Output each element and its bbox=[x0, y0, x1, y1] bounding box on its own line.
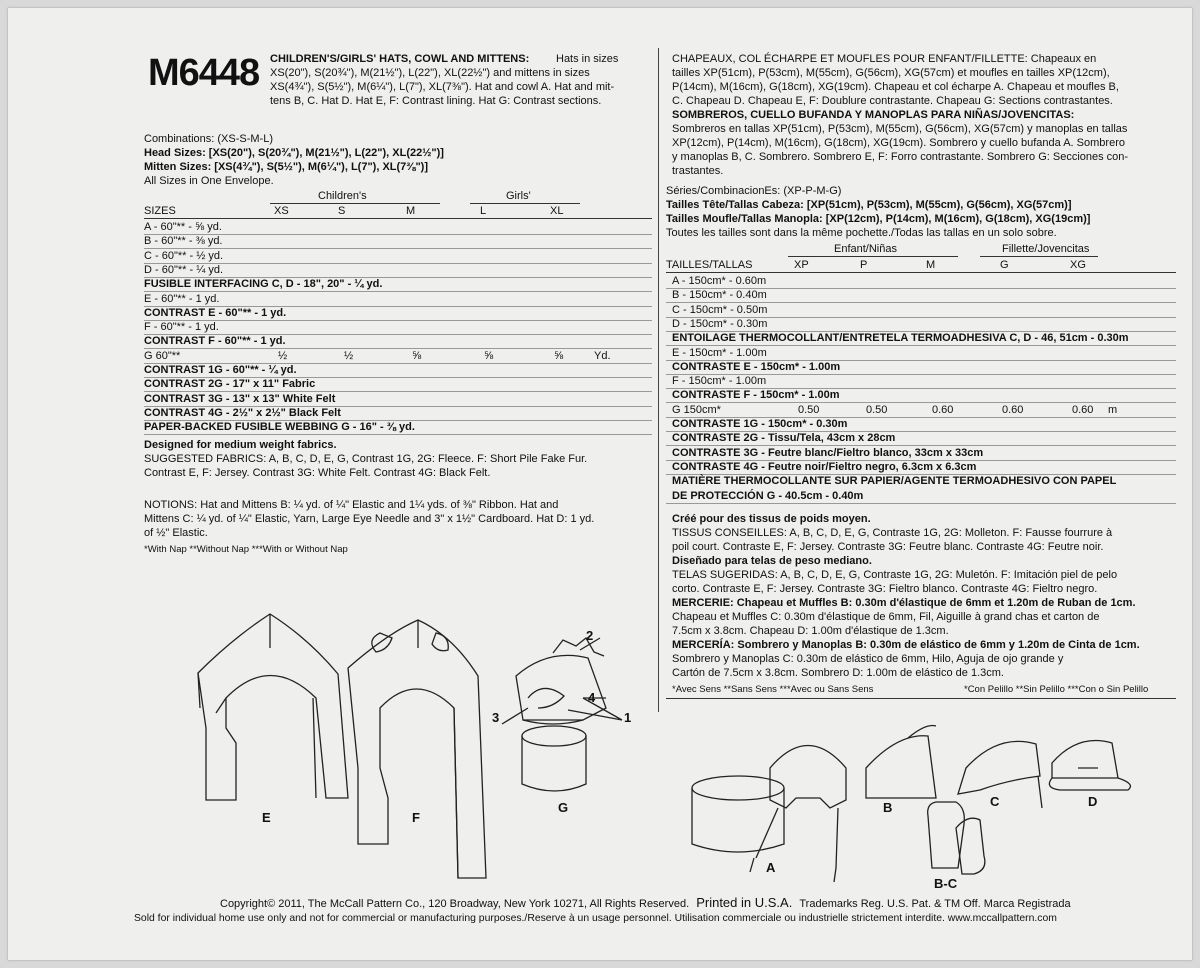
fr-para-line: 7.5cm x 3.8cm. Chapeau D: 1.00m d'élastique de 1.3cm. bbox=[672, 625, 949, 637]
en-notions-1: NOTIONS: Hat and Mittens B: ¼ yd. of ¼" Elastic and 1¼ yds. of ⅜" Ribbon. Hat and bbox=[144, 499, 559, 511]
fr-row: C - 150cm* - 0.50m bbox=[672, 303, 768, 316]
fr-row: DE PROTECCIÓN G - 40.5cm - 0.40m bbox=[672, 489, 864, 502]
illustrations bbox=[8, 8, 1192, 960]
en-desc-4: tens B, C. Hat D. Hat E, F: Contrast lining. Hat G: Contrast sections. bbox=[270, 95, 602, 107]
fr-title-line: Sombreros en tallas XP(51cm), P(53cm), M(55cm), G(56cm), XG(57cm) y manoplas en tallas bbox=[672, 123, 1128, 135]
fr-g-value: 0.50 bbox=[798, 403, 820, 416]
en-mitten-sizes: Mitten Sizes: [XS(4¾"), S(5½"), M(6¼"), L(7"), XL(7⅜")] bbox=[144, 161, 429, 173]
footer-copyright bbox=[220, 896, 1071, 911]
en-title: CHILDREN'S/GIRLS' HATS, COWL AND MITTENS: bbox=[270, 53, 530, 65]
fr-row: CONTRASTE E - 150cm* - 1.00m bbox=[672, 360, 841, 373]
fr-para-line: Diseñado para telas de peso mediano. bbox=[672, 555, 872, 567]
en-row: CONTRAST 2G - 17" x 11" Fabric bbox=[144, 378, 316, 391]
fr-para-line: corto. Contraste E, F: Jersey. Contraste 3G: Fieltro blanco. Contraste 4G: Fieltro negro. bbox=[672, 583, 1098, 595]
fr-title-line: tailles XP(51cm), P(53cm), M(55cm), G(56cm), XG(57cm) et moufles en tailles XP(12cm), bbox=[672, 67, 1110, 79]
footer-usage: Sold for individual home use only and not for commercial or manufacturing purposes./Reserve à un usage personnel. Utilisation commerciale ou industrielle strictement interdite. www.mccallpattern.com bbox=[134, 913, 1057, 924]
en-g-value: ½ bbox=[278, 349, 288, 362]
label-c: C bbox=[990, 794, 1000, 809]
fr-para-line: TISSUS CONSEILLES: A, B, C, D, E, G, Contraste 1G, 2G: Molleton. F: Fausse fourrure à bbox=[672, 527, 1113, 539]
fr-row: CONTRASTE 2G - Tissu/Tela, 43cm x 28cm bbox=[672, 432, 896, 445]
fr-sizes-label: TAILLES/TALLAS bbox=[666, 259, 753, 271]
en-row: G 60"** bbox=[144, 349, 181, 362]
en-row: CONTRAST E - 60"** - 1 yd. bbox=[144, 306, 287, 319]
en-row: CONTRAST 3G - 13" x 13" White Felt bbox=[144, 392, 336, 405]
en-g-value: ⅝ bbox=[412, 349, 422, 362]
callout-4: 4 bbox=[588, 690, 596, 705]
en-designed: Designed for medium weight fabrics. bbox=[144, 439, 337, 451]
fr-row: G 150cm* bbox=[672, 403, 721, 416]
fr-size-xp: XP bbox=[794, 259, 809, 271]
en-row: F - 60"** - 1 yd. bbox=[144, 321, 219, 334]
fr-row: B - 150cm* - 0.40m bbox=[672, 289, 767, 302]
en-head-sizes: Head Sizes: [XS(20"), S(20¾"), M(21½"), L(22"), XL(22½")] bbox=[144, 147, 444, 159]
fr-g-value: m bbox=[1108, 403, 1118, 416]
fr-title-line: P(14cm), M(16cm), G(18cm), XG(19cm). Chapeau et col écharpe A. Chapeau et moufles B, bbox=[672, 81, 1119, 93]
en-fabrics-1: SUGGESTED FABRICS: A, B, C, D, E, G, Contrast 1G, 2G: Fleece. F: Short Pile Fake Fur. bbox=[144, 453, 588, 465]
en-notions-2: Mittens C: ¼ yd. of ¼" Elastic, Yarn, Large Eye Needle and 3" x 1½" Cardboard. Hat D: 1 yd. bbox=[144, 513, 595, 525]
fr-para-line: TELAS SUGERIDAS: A, B, C, D, E, G, Contraste 1G, 2G: Muletón. F: Imitación piel de pelo bbox=[672, 569, 1118, 581]
callout-2: 2 bbox=[586, 628, 594, 643]
en-combinations: Combinations: (XS-S-M-L) bbox=[144, 133, 273, 145]
en-row: PAPER-BACKED FUSIBLE WEBBING G - 16" - ⅜ yd. bbox=[144, 421, 415, 434]
en-g-value: ½ bbox=[344, 349, 354, 362]
label-b: B bbox=[883, 800, 893, 815]
pattern-envelope-back bbox=[8, 8, 1192, 960]
label-e: E bbox=[262, 810, 271, 825]
callout-1: 1 bbox=[624, 710, 632, 725]
fr-para-line: Créé pour des tissus de poids moyen. bbox=[672, 513, 871, 525]
en-childrens-header: Children's bbox=[318, 190, 367, 202]
fr-title-line: trastantes. bbox=[672, 165, 724, 177]
fr-para-line: poil court. Contraste E, F: Jersey. Contraste 3G: Feutre blanc. Contraste 4G: Feutre noir. bbox=[672, 541, 1104, 553]
fr-fillette-header: Fillette/Jovencitas bbox=[1002, 243, 1090, 255]
fr-row: MATIÈRE THERMOCOLLANTE SUR PAPIER/AGENTE TERMOADHESIVO CON PAPEL bbox=[672, 475, 1117, 488]
footer-trademarks: Trademarks Reg. U.S. Pat. & TM Off. Marca Registrada bbox=[799, 898, 1071, 910]
en-row: C - 60"** - ½ yd. bbox=[144, 249, 224, 262]
mittens-drawing bbox=[928, 802, 985, 874]
fr-size-p: P bbox=[860, 259, 868, 271]
fr-title-line: XP(12cm), P(14cm), M(16cm), G(18cm), XG(19cm). Sombrero y cuello bufanda A. Sombrero bbox=[672, 137, 1125, 149]
fr-title-line: y manoplas B, C. Sombrero. Sombrero E, F: Forro contrastante. Sombrero G: Secciones con- bbox=[672, 151, 1129, 163]
en-g-value: Yd. bbox=[594, 349, 611, 362]
en-g-value: ⅝ bbox=[554, 349, 564, 362]
en-nap-note: *With Nap **Without Nap ***With or Without Nap bbox=[144, 544, 348, 555]
en-row: A - 60"** - ⅝ yd. bbox=[144, 221, 222, 233]
fr-size-m: M bbox=[926, 259, 936, 271]
en-fabrics-2: Contrast E, F: Jersey. Contrast 3G: White Felt. Contrast 4G: Black Felt. bbox=[144, 467, 491, 479]
label-d: D bbox=[1088, 794, 1098, 809]
fr-g-value: 0.60 bbox=[1072, 403, 1094, 416]
en-desc-2: XS(20"), S(20¾"), M(21½"), L(22"), XL(22½") and mittens in sizes bbox=[270, 67, 590, 79]
fr-head: Tailles Tête/Tallas Cabeza: [XP(51cm), P(53cm), M(55cm), G(56cm), XG(57cm)] bbox=[666, 199, 1072, 211]
fr-all: Toutes les tailles sont dans la même pochette./Todas las tallas en un solo sobre. bbox=[666, 227, 1057, 239]
hat-e-drawing bbox=[198, 614, 348, 800]
en-size-xl: XL bbox=[550, 205, 564, 217]
en-row: CONTRAST F - 60"** - 1 yd. bbox=[144, 335, 286, 348]
fr-title-line: CHAPEAUX, COL ÉCHARPE ET MOUFLES POUR ENFANT/FILLETTE: Chapeaux en bbox=[672, 53, 1097, 65]
callout-3: 3 bbox=[492, 710, 500, 725]
fr-mitten: Tailles Moufle/Tallas Manopla: [XP(12cm), P(14cm), M(16cm), G(18cm), XG(19cm)] bbox=[666, 213, 1091, 225]
footer-printed: Printed in U.S.A. bbox=[696, 895, 793, 910]
es-nap-note: *Con Pelillo **Sin Pelillo ***Con o Sin Pelillo bbox=[964, 684, 1149, 695]
en-size-xs: XS bbox=[274, 205, 289, 217]
hat-d-drawing bbox=[1049, 741, 1130, 791]
hat-b-drawing bbox=[866, 726, 936, 799]
fr-row: F - 150cm* - 1.00m bbox=[672, 375, 767, 388]
fr-row: CONTRASTE 4G - Feutre noir/Fieltro negro, 6.3cm x 6.3cm bbox=[672, 460, 977, 473]
fr-row: CONTRASTE F - 150cm* - 1.00m bbox=[672, 389, 840, 402]
fr-g-value: 0.60 bbox=[1002, 403, 1024, 416]
en-desc-1: Hats in sizes bbox=[556, 53, 619, 65]
en-sizes-label: SIZES bbox=[144, 205, 176, 217]
label-f: F bbox=[412, 810, 420, 825]
hat-a-drawing bbox=[750, 746, 846, 883]
en-row: FUSIBLE INTERFACING C, D - 18", 20" - ¼ yd. bbox=[144, 278, 383, 291]
en-desc-3: XS(4¾"), S(5½"), M(6¼"), L(7"), XL(7⅜"). Hat and cowl A. Hat and mit- bbox=[270, 81, 615, 93]
en-row: CONTRAST 4G - 2½" x 2½" Black Felt bbox=[144, 406, 341, 419]
en-row: D - 60"** - ¼ yd. bbox=[144, 263, 224, 276]
fr-para-line: MERCERÍA: Sombrero y Manoplas B: 0.30m de elástico de 6mm y 1.20m de Cinta de 1cm. bbox=[672, 639, 1140, 651]
fr-nap-note: *Avec Sens **Sans Sens ***Avec ou Sans Sens bbox=[672, 684, 874, 695]
fr-title-line: SOMBREROS, CUELLO BUFANDA Y MANOPLAS PARA NIÑAS/JOVENCITAS: bbox=[672, 109, 1075, 121]
en-all-sizes: All Sizes in One Envelope. bbox=[144, 175, 274, 187]
fr-row: CONTRASTE 3G - Feutre blanc/Fieltro blanco, 33cm x 33cm bbox=[672, 446, 984, 459]
label-g: G bbox=[558, 800, 569, 815]
en-row: B - 60"** - ⅜ yd. bbox=[144, 235, 223, 248]
fr-para-line: MERCERIE: Chapeau et Muffles B: 0.30m d'élastique de 6mm et 1.20m de Ruban de 1cm. bbox=[672, 597, 1136, 609]
fr-series: Séries/CombinacionEs: (XP-P-M-G) bbox=[666, 185, 842, 197]
hat-c-drawing bbox=[958, 741, 1042, 808]
fr-g-value: 0.50 bbox=[866, 403, 888, 416]
en-g-value: ⅝ bbox=[484, 349, 494, 362]
en-size-l: L bbox=[480, 205, 487, 217]
fr-size-xg: XG bbox=[1070, 259, 1086, 271]
fr-para-line: Chapeau et Muffles C: 0.30m d'élastique de 6mm, Fil, Aiguille à grand chas et carton de bbox=[672, 611, 1100, 623]
fr-row: CONTRASTE 1G - 150cm* - 0.30m bbox=[672, 418, 848, 430]
hat-f-drawing bbox=[348, 620, 486, 878]
fr-para-line: Sombrero y Manoplas C: 0.30m de elástico de 6mm, Hilo, Aguja de ojo grande y bbox=[672, 653, 1064, 665]
en-girls-header: Girls' bbox=[506, 190, 531, 202]
en-size-s: S bbox=[338, 205, 346, 217]
en-row: E - 60"** - 1 yd. bbox=[144, 292, 220, 305]
fr-g-value: 0.60 bbox=[932, 403, 954, 416]
en-size-m: M bbox=[406, 205, 416, 217]
fr-row: A - 150cm* - 0.60m bbox=[672, 275, 767, 287]
en-notions-3: of ½" Elastic. bbox=[144, 527, 208, 539]
label-bc: B-C bbox=[934, 876, 958, 891]
fr-title-line: C. Chapeau D. Chapeau E, F: Doublure contrastante. Chapeau G: Sections contrastantes. bbox=[672, 95, 1113, 107]
fr-row: D - 150cm* - 0.30m bbox=[672, 317, 768, 330]
fr-size-g: G bbox=[1000, 259, 1009, 271]
fr-enfant-header: Enfant/Niñas bbox=[834, 243, 897, 255]
fr-para-line: Cartón de 7.5cm x 3.8cm. Sombrero D: 1.00m de elástico de 1.3cm. bbox=[672, 667, 1004, 679]
en-row: CONTRAST 1G - 60"** - ¼ yd. bbox=[144, 364, 297, 376]
footer-copyright-text: Copyright© 2011, The McCall Pattern Co., 120 Broadway, New York 10271, All Rights Reserved. bbox=[220, 898, 690, 910]
fr-row: E - 150cm* - 1.00m bbox=[672, 346, 767, 359]
label-a: A bbox=[766, 860, 776, 875]
fr-row: ENTOILAGE THERMOCOLLANT/ENTRETELA TERMOADHESIVA C, D - 46, 51cm - 0.30m bbox=[672, 332, 1129, 345]
pattern-number: M6448 bbox=[148, 52, 260, 94]
